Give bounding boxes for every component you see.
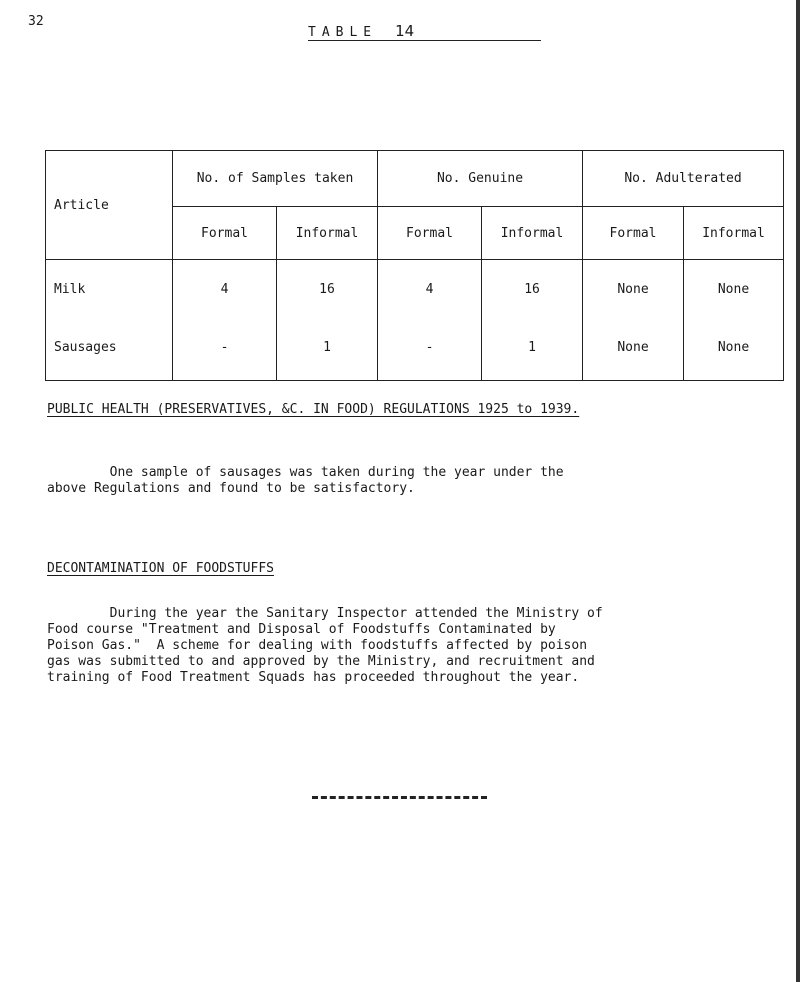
subheader-cell: Informal (684, 207, 784, 260)
subheader-cell: Informal (482, 207, 583, 260)
section-heading-preservatives: PUBLIC HEALTH (PRESERVATIVES, &C. IN FOOD) REGULATIONS 1925 to 1939. (47, 402, 580, 417)
table-cell: None (684, 260, 784, 333)
title-underline (308, 40, 541, 41)
section-heading-decontamination: DECONTAMINATION OF FOODSTUFFS (47, 561, 274, 576)
subheader-cell: Formal (583, 207, 684, 260)
table-cell: 16 (277, 260, 378, 333)
group-header-genuine: No. Genuine (378, 151, 583, 207)
column-header-article: Article (46, 151, 173, 260)
table-cell: None (684, 332, 784, 381)
table-cell: 1 (277, 332, 378, 381)
page-edge (796, 0, 800, 982)
paragraph-line: above Regulations and found to be satisfactory. (47, 481, 415, 496)
table-title-label: TABLE (308, 25, 378, 40)
paragraph-line: One sample of sausages was taken during the year under the (47, 465, 564, 480)
table-row (46, 332, 784, 381)
paragraph-preservatives (47, 465, 564, 497)
table-title (308, 22, 414, 40)
subheader-cell: Informal (277, 207, 378, 260)
subheader-cell: Formal (378, 207, 482, 260)
table-row (46, 260, 784, 333)
table-cell: - (378, 332, 482, 381)
end-divider (312, 796, 487, 799)
table-cell: 16 (482, 260, 583, 333)
group-header-samples: No. of Samples taken (173, 151, 378, 207)
table-cell: None (583, 260, 684, 333)
paragraph-line: Poison Gas." A scheme for dealing with foodstuffs affected by poison (47, 638, 588, 653)
table-cell: None (583, 332, 684, 381)
page-number: 32 (28, 14, 44, 29)
paragraph-line: gas was submitted to and approved by the Ministry, and recruitment and (47, 654, 595, 669)
paragraph-decontamination (47, 606, 603, 686)
paragraph-line: During the year the Sanitary Inspector attended the Ministry of (47, 606, 603, 621)
row-article: Sausages (46, 332, 173, 381)
subheader-cell: Formal (173, 207, 277, 260)
group-header-adulterated: No. Adulterated (583, 151, 784, 207)
table-cell: 1 (482, 332, 583, 381)
table-header-row (46, 151, 784, 207)
row-article: Milk (46, 260, 173, 333)
table-number: 14 (395, 22, 415, 40)
samples-table (45, 150, 784, 381)
table-cell: 4 (378, 260, 482, 333)
paragraph-line: Food course "Treatment and Disposal of Foodstuffs Contaminated by (47, 622, 556, 637)
table-cell: 4 (173, 260, 277, 333)
table-cell: - (173, 332, 277, 381)
paragraph-line: training of Food Treatment Squads has proceeded throughout the year. (47, 670, 580, 685)
